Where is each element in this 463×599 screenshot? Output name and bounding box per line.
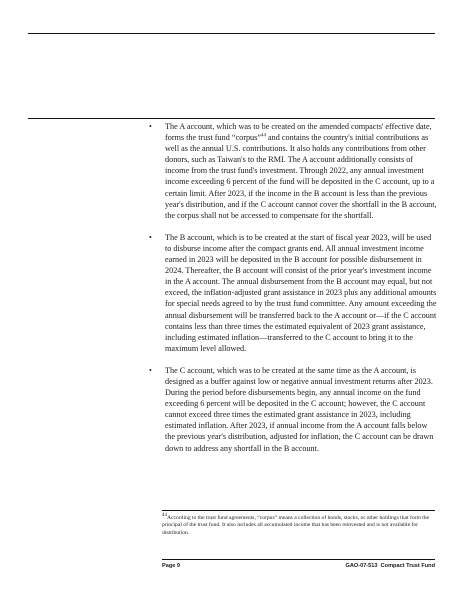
bullet-icon: • xyxy=(149,232,152,242)
section-rule xyxy=(28,118,435,119)
bullet-a-account xyxy=(149,121,439,221)
bullet-b-account xyxy=(149,232,439,354)
bullet-text-continued: and contains the country's initial contributions as well as the annual U.S. contributions. It also holds any contributions from other donors, such as Taiwan's to the RMI. The A account additionally consists of income from the trust fund's investment. Through 2022, any annual investment income exceeding 6 percent of the fund will be deposited in the C account, up to a certain limit. After 2023, if the income in the B account is less than the previous year's distribution, and if the C account cannot cover the shortfall in the B account, the corpus shall not be accessed to compensate for the shortfall. xyxy=(165,133,437,220)
bullet-icon: • xyxy=(149,365,152,375)
page-footer xyxy=(162,563,435,569)
footnote xyxy=(162,515,438,537)
footer-rule xyxy=(162,559,435,560)
account-bullet-list xyxy=(149,121,439,465)
footnote-text: According to the trust fund agreements, “corpus” means a collection of bonds, stocks, or other holdings that form the principal of the trust fund. It also includes all accumulated income that has been reinvested and is not available for distribution. xyxy=(162,515,430,536)
top-rule xyxy=(28,33,435,34)
bullet-text: The C account, which was to be created at the same time as the A account, is designed as a buffer against low or negative annual investment returns after 2023. During the period before disbursements begin, any annual income on the fund exceeding 6 percent will be deposited in the C account; however, the C account cannot exceed three times the estimated grant assistance in 2023, including estimated inflation. After 2023, if annual income from the A account falls below the previous year's distribution, adjusted for inflation, the C account can be drawn down to address any shortfall in the B account. xyxy=(165,365,434,453)
bullet-icon: • xyxy=(149,122,152,131)
bullet-c-account xyxy=(149,365,439,454)
footnote-number: 44 xyxy=(162,513,167,519)
footnote-rule xyxy=(162,510,435,511)
bullet-text: The A account, which was to be created on the amended compacts' effective date, forms the trust fund “corpus” xyxy=(165,122,432,143)
report-id: GAO-07-513 Compact Trust Fund xyxy=(345,563,435,569)
footnote-ref[interactable]: 44 xyxy=(260,133,266,139)
bullet-text: The B account, which is to be created at the start of fiscal year 2023, will be used to disburse income after the compact grants end. All annual investment income earned in 2023 will be deposited in the B account for possible disbursement in 2024. Thereafter, the B account will consist of the prior year's investment income in the A account. The annual disbursement from the B account may equal, but not exceed, the inflation-adjusted grant assistance in 2023 plus any additional amounts for special needs agreed to by the trust fund committee. Any amount exceeding the annual disbursement will be transferred back to the A account or—if the C account contains less than three times the estimated equivalent of 2023 grant assistance, including estimated inflation—transferred to the C account to bring it to the maximum level allowed. xyxy=(165,232,437,353)
page-number: Page 9 xyxy=(162,563,181,569)
